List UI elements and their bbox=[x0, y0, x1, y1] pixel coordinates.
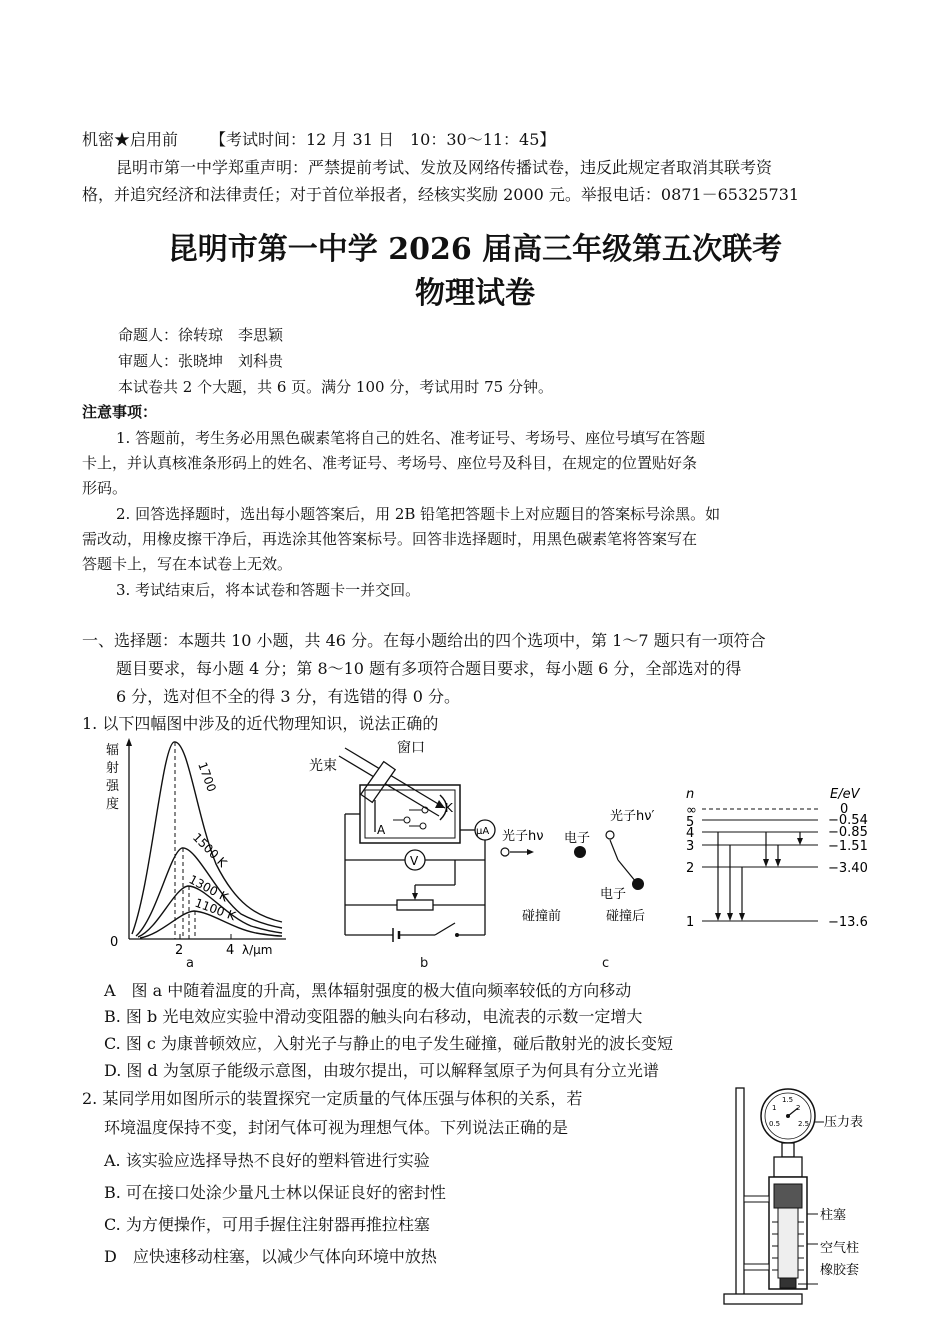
reviewer: 审题人：张晓坤 刘科贵 bbox=[118, 352, 284, 370]
exam-time: 【考试时间：12 月 31 日 10：30～11：45】 bbox=[210, 130, 556, 149]
fig-c-label: c bbox=[602, 956, 610, 971]
q1-option-c: C. 图 c 为康普顿效应，入射光子与静止的电子发生碰撞，碰后散射光的波长变短 bbox=[104, 1034, 673, 1053]
gauge-tick-0: 0.5 bbox=[769, 1120, 781, 1128]
fig-b-window: 窗口 bbox=[397, 740, 425, 756]
figure-a bbox=[96, 734, 296, 966]
fig-b-voltmeter: V bbox=[410, 854, 419, 868]
section1-line-1: 一、选择题：本题共 10 小题，共 46 分。在每小题给出的四个选项中，第 1～7 题只有一项符合 bbox=[82, 631, 766, 650]
q2-option-a: A. 该实验应选择导热不良好的塑料管进行实验 bbox=[104, 1151, 430, 1170]
q2-option-d: D 应快速移动柱塞，以减少气体向环境中放热 bbox=[104, 1247, 437, 1266]
fig-c-electron-out: 电子 bbox=[600, 887, 627, 902]
fig-a-label: a bbox=[186, 956, 194, 971]
fig-d-e2: −3.40 bbox=[828, 861, 868, 876]
fig-a-curve-label-1: 1700 bbox=[195, 760, 219, 794]
fig-a-curve-label-3: 1300 K bbox=[186, 872, 231, 905]
section1-line-2: 题目要求，每小题 4 分；第 8～10 题有多项符合题目要求，每小题 6 分，全部选对的得 bbox=[116, 659, 742, 678]
fig-b-anode: A bbox=[377, 823, 386, 837]
fig-c-after: 碰撞后 bbox=[606, 909, 646, 924]
fig-d-n5: 5 bbox=[686, 815, 695, 830]
fig-a-curve-label-2: 1500 K bbox=[189, 830, 230, 870]
notes-heading: 注意事项： bbox=[82, 403, 158, 421]
fig-d-n2: 2 bbox=[686, 861, 695, 876]
label-gauge: 压力表 bbox=[824, 1115, 864, 1130]
gauge-tick-1: 1 bbox=[772, 1104, 777, 1112]
fig-a-ylabel-1: 辐 bbox=[106, 743, 120, 758]
fig-d-energy-unit: E/eV bbox=[830, 787, 860, 802]
setter: 命题人：徐转琼 李思颖 bbox=[118, 326, 284, 344]
q2-option-c: C. 为方便操作，可用手握住注射器再推拉柱塞 bbox=[104, 1215, 430, 1234]
fig-b-light: 光束 bbox=[309, 758, 337, 774]
fig-a-origin: 0 bbox=[110, 935, 119, 950]
fig-c-photon-out: 光子hν′ bbox=[610, 809, 655, 824]
subject-title: 物理试卷 bbox=[415, 276, 535, 311]
fig-d-n3: 3 bbox=[686, 839, 695, 854]
note-2-line-1: 2. 回答选择题时，选出每小题答案后，用 2B 铅笔把答题卡上对应题目的答案标号涂黑。如 bbox=[116, 505, 721, 523]
exam-title: 昆明市第一中学 2026 届高三年级第五次联考 bbox=[167, 232, 783, 267]
notice-line-2: 格，并追究经济和法律责任；对于首位举报者，经核实奖励 2000 元。举报电话：0871－65325731 bbox=[82, 185, 800, 204]
fig-b-cathode: K bbox=[445, 801, 453, 815]
notice-line-1: 昆明市第一中学郑重声明：严禁提前考试、发放及网络传播试卷，违反此规定者取消其联考资 bbox=[116, 158, 773, 177]
q1-stem: 1. 以下四幅图中涉及的近代物理知识，说法正确的 bbox=[82, 714, 439, 733]
figure-q2-apparatus bbox=[712, 1084, 890, 1309]
fig-c-photon-in: 光子hν bbox=[502, 829, 544, 844]
fig-c-electron: 电子 bbox=[564, 831, 591, 846]
figure-c bbox=[488, 790, 663, 935]
secret-level: 机密★启用前 bbox=[82, 130, 179, 149]
fig-b-label: b bbox=[420, 956, 429, 971]
fig-a-ylabel-3: 强 bbox=[106, 779, 120, 794]
fig-c-before: 碰撞前 bbox=[522, 909, 562, 924]
fig-d-n4: 4 bbox=[686, 826, 695, 841]
fig-a-ylabel-4: 度 bbox=[106, 797, 120, 812]
note-2-line-2: 需改动，用橡皮擦干净后，再选涂其他答案标号。回答非选择题时，用黑色碳素笔将答案写在 bbox=[82, 530, 698, 548]
figure-d bbox=[680, 784, 880, 939]
fig-d-e5: −0.54 bbox=[828, 813, 868, 828]
fig-d-e-inf: 0 bbox=[840, 802, 849, 817]
exam-info: 本试卷共 2 个大题，共 6 页。满分 100 分，考试用时 75 分钟。 bbox=[118, 378, 553, 396]
q2-stem-line-2: 环境温度保持不变，封闭气体可视为理想气体。下列说法正确的是 bbox=[104, 1118, 569, 1137]
fig-a-curve-label-4: 1100 K bbox=[192, 895, 238, 924]
fig-d-e3: −1.51 bbox=[828, 839, 868, 854]
gauge-tick-4: 2.5 bbox=[798, 1120, 810, 1128]
q1-option-b: B. 图 b 光电效应实验中滑动变阻器的触头向右移动，电流表的示数一定增大 bbox=[104, 1007, 643, 1026]
note-1-line-3: 形码。 bbox=[82, 479, 128, 497]
fig-b-ammeter: μA bbox=[476, 826, 490, 837]
fig-a-tick-4: 4 bbox=[226, 943, 235, 958]
section1-line-3: 6 分，选对但不全的得 3 分，有选错的得 0 分。 bbox=[116, 687, 460, 706]
note-1-line-2: 卡上，并认真核准条形码上的姓名、准考证号、考场号、座位号及科目，在规定的位置贴好条 bbox=[82, 454, 698, 472]
q1-option-a: A 图 a 中随着温度的升高，黑体辐射强度的极大值向频率较低的方向移动 bbox=[104, 981, 632, 1000]
note-1-line-1: 1. 答题前，考生务必用黑色碳素笔将自己的姓名、准考证号、考场号、座位号填写在答题 bbox=[116, 429, 706, 447]
label-air-column: 空气柱 bbox=[820, 1241, 860, 1256]
fig-d-n: n bbox=[686, 787, 695, 802]
gauge-tick-3: 2 bbox=[796, 1104, 801, 1112]
q2-option-b: B. 可在接口处涂少量凡士林以保证良好的密封性 bbox=[104, 1183, 446, 1202]
gauge-tick-2: 1.5 bbox=[782, 1096, 794, 1104]
label-plunger: 柱塞 bbox=[820, 1208, 847, 1223]
note-2-line-3: 答题卡上，写在本试卷上无效。 bbox=[82, 555, 293, 573]
fig-a-xlabel: λ/μm bbox=[242, 943, 273, 957]
fig-a-ylabel-2: 射 bbox=[106, 761, 120, 776]
q2-stem-line-1: 2. 某同学用如图所示的装置探究一定质量的气体压强与体积的关系，若 bbox=[82, 1089, 583, 1108]
label-rubber-cap: 橡胶套 bbox=[820, 1263, 860, 1278]
q1-option-d: D. 图 d 为氢原子能级示意图，由玻尔提出，可以解释氢原子为何具有分立光谱 bbox=[104, 1061, 659, 1080]
fig-d-n1: 1 bbox=[686, 915, 695, 930]
fig-d-e1: −13.6 bbox=[828, 915, 868, 930]
fig-a-tick-2: 2 bbox=[175, 943, 184, 958]
note-3: 3. 考试结束后，将本试卷和答题卡一并交回。 bbox=[116, 581, 421, 599]
fig-d-e4: −0.85 bbox=[828, 825, 868, 840]
fig-d-n-inf: ∞ bbox=[686, 803, 697, 818]
figure-b bbox=[305, 740, 510, 955]
